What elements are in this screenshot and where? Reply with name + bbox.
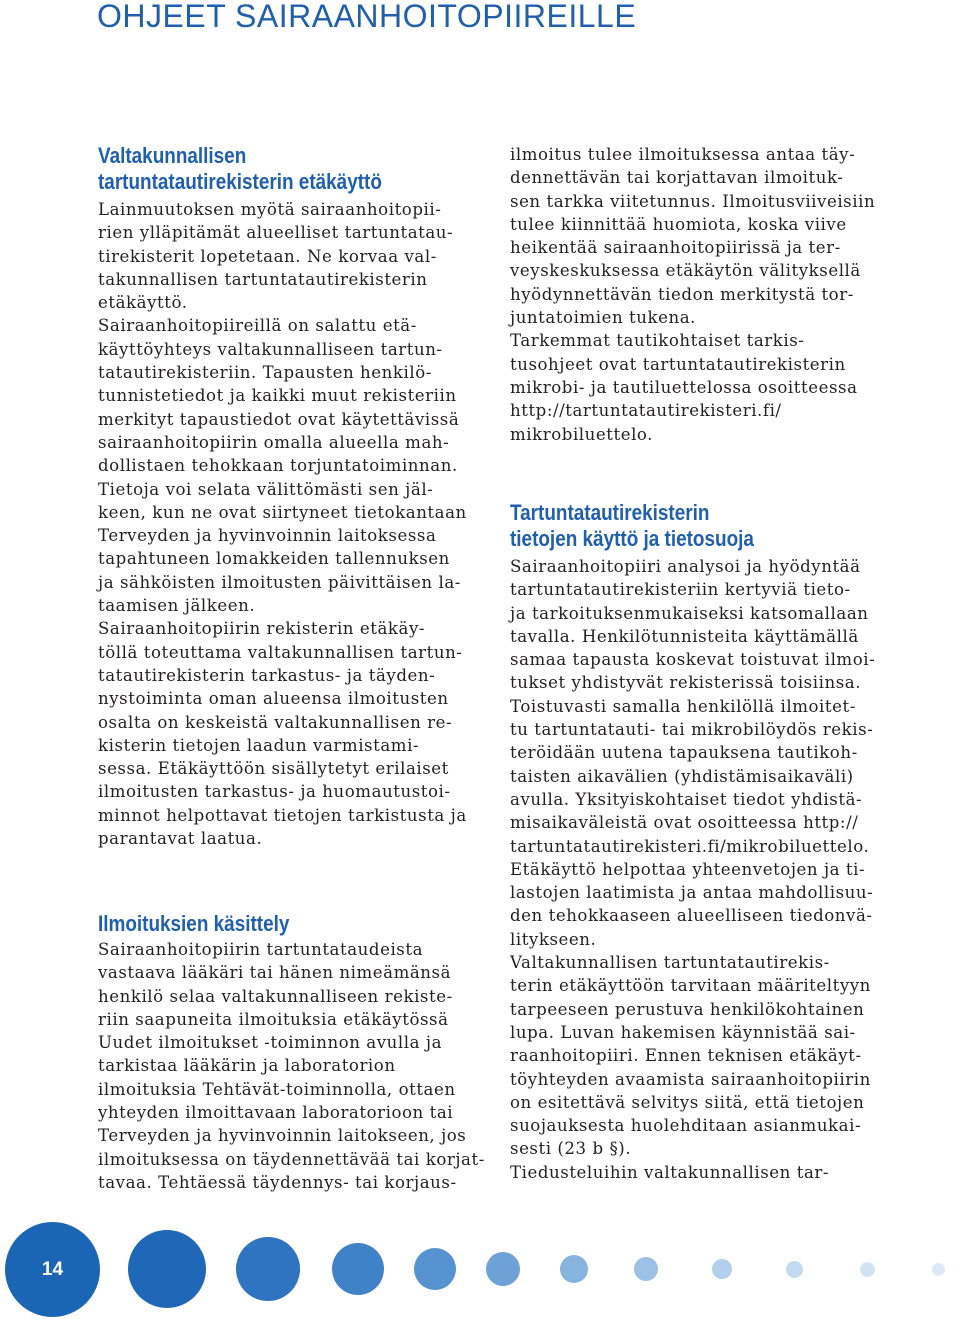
text-line: tapahtuneen lomakkeiden tallennuksen	[98, 549, 450, 569]
text-line: tulee kiinnittää huomiota, koska viive	[510, 214, 847, 234]
text-line: Toistuvasti samalla henkilöllä ilmoitet-	[510, 696, 856, 716]
text-line: takunnallisen tartuntatautirekisterin	[98, 269, 428, 289]
heading-line: tartuntatautirekisterin etäkäyttö	[98, 169, 382, 194]
text-line: töyhteyden avaamista sairaanhoitopiirin	[510, 1069, 871, 1089]
text-line: tarkistaa lääkärin ja laboratorion	[98, 1056, 396, 1076]
text-line: taamisen jälkeen.	[98, 596, 256, 616]
text-line: juntatoimien tukena.	[510, 308, 696, 328]
text-line: etäkäyttö.	[98, 293, 188, 313]
text-line: tu tartuntatauti- tai mikrobilöydös rekis-	[510, 720, 874, 740]
text-line: tirekisterit lopetetaan. Ne korvaa val-	[98, 246, 437, 266]
text-line: Uudet ilmoitukset -toiminnon avulla ja	[98, 1033, 443, 1053]
page-title: OHJEET SAIRAANHOITOPIIREILLE	[97, 0, 637, 34]
text-line: litykseen.	[510, 929, 597, 949]
text-line: ja sähköisten ilmoitusten päivittäisen la-	[98, 572, 461, 592]
decorative-dot	[236, 1237, 300, 1301]
paragraph-data-use-privacy	[510, 555, 875, 1184]
text-line: sairaanhoitopiirin omalla alueella mah-	[98, 432, 450, 452]
text-line: mikrobi- ja tautiluettelossa osoitteessa	[510, 377, 858, 397]
text-line: tukset yhdistyvät rekisterissä toisiinsa.	[510, 673, 862, 693]
text-line: dennettävän tai korjattavan ilmoituk-	[510, 168, 844, 188]
text-line: kisterin tietojen laadun varmistami-	[98, 735, 420, 755]
text-line: sessa. Etäkäyttöön sisällytetyt erilaiset	[98, 759, 449, 779]
text-line: ilmoitus tulee ilmoituksessa antaa täy-	[510, 145, 856, 164]
text-line: lastojen laatimista ja antaa mahdollisuu-	[510, 883, 874, 903]
text-line: avulla. Yksityiskohtaiset tiedot yhdistä-	[510, 789, 863, 809]
text-line: Etäkäyttö helpottaa yhteenvetojen ja ti-	[510, 859, 866, 879]
decorative-dot	[860, 1262, 875, 1277]
text-line: tartuntatautirekisteri.fi/mikrobiluettelo.	[510, 836, 870, 856]
text-line: misaikaväleistä ovat osoitteessa http://	[510, 813, 859, 833]
text-line: terin etäkäyttöön tarvitaan määriteltyyn	[510, 976, 871, 996]
heading-line: Tartuntatautirekisterin	[510, 500, 710, 525]
text-line: rien ylläpitämät alueelliset tartuntatau-	[98, 223, 454, 243]
text-line: Tietoja voi selata välittömästi sen jäl-	[98, 479, 434, 499]
page-number: 14	[41, 1258, 64, 1280]
text-line: ilmoituksessa on täydennettävää tai korjat-	[98, 1149, 485, 1169]
heading-line: Ilmoituksien käsittely	[98, 911, 290, 936]
decorative-dot	[486, 1252, 520, 1286]
text-line: dollistaen tehokkaan torjuntatoiminnan.	[98, 456, 458, 476]
text-line: lupa. Luvan hakemisen käynnistää sai-	[510, 1022, 856, 1042]
text-line: Terveyden ja hyvinvoinnin laitoksessa	[98, 526, 437, 546]
section-heading-notifications	[98, 911, 289, 937]
text-line: tartuntatautirekisteriin kertyviä tieto-	[510, 580, 851, 600]
text-line: henkilö selaa valtakunnalliseen rekiste-	[98, 986, 453, 1006]
heading-line: Valtakunnallisen	[98, 143, 247, 168]
text-line: riin saapuneita ilmoituksia etäkäytössä	[98, 1009, 449, 1029]
text-line: Valtakunnallisen tartuntatautirekis-	[510, 953, 830, 973]
text-line: mikrobiluettelo.	[510, 424, 654, 444]
paragraph-notification-continued	[510, 143, 875, 446]
text-line: sesti (23 b §).	[510, 1139, 632, 1159]
text-line: Sairaanhoitopiireillä on salattu etä-	[98, 316, 417, 336]
text-line: heikentää sairaanhoitopiirissä ja ter-	[510, 238, 841, 258]
text-line: parantavat laatua.	[98, 829, 263, 849]
page-number-badge	[5, 1222, 100, 1317]
heading-line: tietojen käyttö ja tietosuoja	[510, 526, 754, 551]
text-line: Sairaanhoitopiiri analysoi ja hyödyntää	[510, 557, 861, 576]
text-line: taisten aikavälien (yhdistämisaikaväli)	[510, 766, 854, 786]
decorative-dot	[712, 1259, 732, 1279]
text-line: yhteyden ilmoittavaan laboratorioon tai	[98, 1103, 454, 1123]
text-line: tatautirekisteriin. Tapausten henkilö-	[98, 363, 432, 383]
paragraph-remote-use	[98, 198, 467, 850]
text-line: merkityt tapaustiedot ovat käytettävissä	[98, 409, 460, 429]
text-line: Terveyden ja hyvinvoinnin laitokseen, jos	[98, 1126, 467, 1146]
decorative-dot	[560, 1255, 588, 1283]
text-line: hyödynnettävän tiedon merkitystä tor-	[510, 284, 854, 304]
text-line: keen, kun ne ovat siirtyneet tietokantaan	[98, 502, 467, 522]
section-heading-data-use-privacy	[510, 500, 754, 552]
text-line: tavalla. Henkilötunnisteita käyttämällä	[510, 626, 859, 646]
text-line: tarpeeseen perustuva henkilökohtainen	[510, 999, 865, 1019]
text-line: ilmoituksia Tehtävät-toiminnolla, ottaen	[98, 1079, 456, 1099]
text-line: den tehokkaaseen alueelliseen tiedonvä-	[510, 906, 873, 926]
decorative-dot	[128, 1230, 206, 1308]
decorative-dot	[414, 1248, 456, 1290]
text-line: töllä toteuttama valtakunnallisen tartun-	[98, 642, 463, 662]
text-line: on esitettävä selvitys siitä, että tietojen	[510, 1092, 865, 1112]
paragraph-notifications	[98, 938, 485, 1194]
text-line: Tarkemmat tautikohtaiset tarkis-	[510, 331, 805, 351]
text-line: tunnistetiedot ja kaikki muut rekisteriin	[98, 386, 457, 406]
section-heading-remote-use	[98, 143, 382, 195]
text-line: osalta on keskeistä valtakunnallisen re-	[98, 712, 453, 732]
text-line: ja tarkoituksenmukaiseksi katsomallaan	[510, 603, 869, 623]
text-line: veyskeskuksessa etäkäytön välityksellä	[510, 261, 861, 281]
decorative-dot	[634, 1257, 658, 1281]
decorative-dot	[786, 1261, 803, 1278]
text-line: teröidään uutena tapauksena tautikoh-	[510, 743, 858, 763]
text-line: ilmoitusten tarkastus- ja huomautustoi-	[98, 782, 451, 802]
text-line: samaa tapausta koskevat toistuvat ilmoi-	[510, 650, 876, 670]
text-line: vastaava lääkäri tai hänen nimeämänsä	[98, 963, 452, 983]
text-line: käyttöyhteys valtakunnalliseen tartun-	[98, 339, 443, 359]
text-line: Tiedusteluihin valtakunnallisen tar-	[510, 1162, 830, 1182]
text-line: tusohjeet ovat tartuntatautirekisterin	[510, 354, 846, 374]
text-line: minnot helpottavat tietojen tarkistusta ja	[98, 805, 467, 825]
text-line: raanhoitopiiri. Ennen teknisen etäkäyt-	[510, 1046, 862, 1066]
text-line: Lainmuutoksen myötä sairaanhoitopii-	[98, 200, 442, 219]
text-line: Sairaanhoitopiirin tartuntataudeista	[98, 940, 424, 959]
text-line: Sairaanhoitopiirin rekisterin etäkäy-	[98, 619, 426, 639]
text-line: http://tartuntatautirekisteri.fi/	[510, 401, 782, 421]
text-line: nystoiminta oman alueensa ilmoitusten	[98, 689, 449, 709]
text-line: tatautirekisterin tarkastus- ja täyden-	[98, 665, 436, 685]
text-line: tavaa. Tehtäessä täydennys- tai korjaus-	[98, 1172, 457, 1192]
decorative-dot	[932, 1263, 945, 1276]
decorative-dot	[332, 1243, 384, 1295]
text-line: suojauksesta huolehditaan asianmukai-	[510, 1116, 862, 1136]
text-line: sen tarkka viitetunnus. Ilmoitusviiveisiin	[510, 191, 876, 211]
